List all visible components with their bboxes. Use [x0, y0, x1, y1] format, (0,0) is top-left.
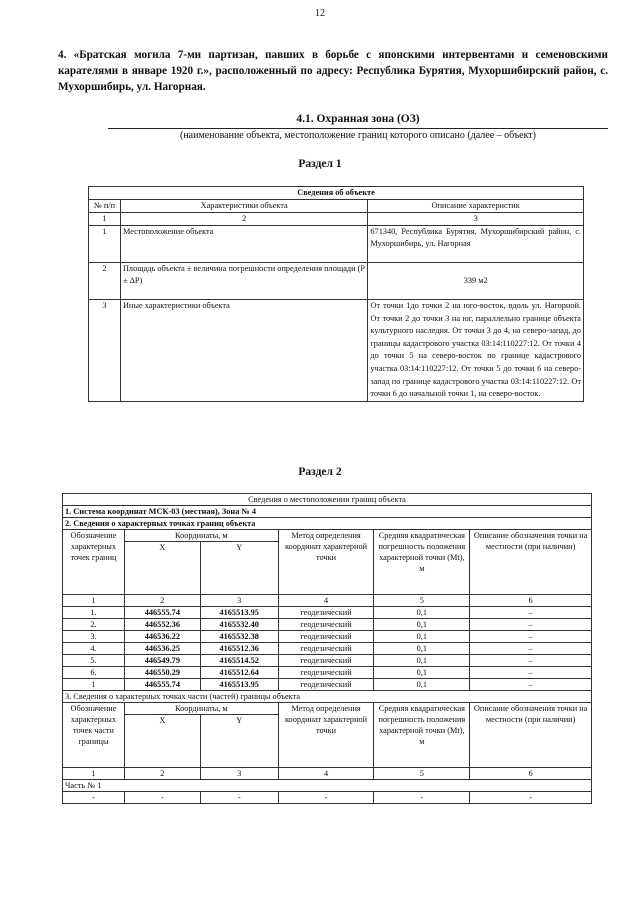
column-number: 3: [200, 595, 278, 607]
point-x: 446552.36: [124, 619, 200, 631]
column-number: 2: [124, 768, 200, 780]
point-method: геодезический: [278, 607, 374, 619]
column-number: 5: [374, 768, 470, 780]
column-number: 5: [374, 595, 470, 607]
header-characteristic: Характеристики объекта: [120, 200, 367, 213]
point-designation: 1: [63, 679, 125, 691]
column-number: 6: [470, 768, 592, 780]
part-cell-empty: -: [374, 792, 470, 804]
point-error: 0,1: [374, 655, 470, 667]
object-heading: 4. «Братская могила 7-ми партизан, павших в борьбе с японскими интервентами и семеновскими карателями в январе 1920 г.», расположенный по адресу: Республика Бурятия, Мухоршибирский район, с. Мухоршибирь, ул. Нагорная.: [58, 49, 608, 93]
header-description: Описание характеристик: [368, 200, 584, 213]
row-num: 3: [89, 300, 121, 402]
point-method: геодезический: [278, 619, 374, 631]
point-y: 4165532.40: [200, 619, 278, 631]
page-number: 12: [315, 8, 325, 19]
point-x: 446536.25: [124, 643, 200, 655]
table-row: [63, 643, 592, 655]
column-number: 4: [278, 595, 374, 607]
header-method: Метод определения координат характерной точки: [278, 530, 374, 595]
point-designation: 1.: [63, 607, 125, 619]
row-name: Иные характеристики объекта: [120, 300, 367, 402]
point-error: 0,1: [374, 607, 470, 619]
column-number: 1: [89, 213, 121, 226]
point-x: 446550.29: [124, 667, 200, 679]
point-description: –: [470, 631, 592, 643]
point-x: 446555.74: [124, 607, 200, 619]
header-point-description: Описание обозначения точки на местности (при наличии): [470, 530, 592, 595]
part-cell-empty: -: [124, 792, 200, 804]
point-y: 4165513.95: [200, 679, 278, 691]
point-description: –: [470, 667, 592, 679]
point-description: –: [470, 607, 592, 619]
parts-header-x: X: [124, 715, 200, 768]
row-num: 2: [89, 263, 121, 300]
point-y: 4165512.36: [200, 643, 278, 655]
row-value: От точки 1до точки 2 на юго-восток, вдоль ул. Нагорной. От точки 2 до точки 3 на юг, параллельно границе объекта культурного наследия. От точки 3 до 4, на северо-запад, до границы кадастрового участка 03:14:110227:12. От точки 4 до точки 5 на северо-восток по границе кадастрового участка 03:14:110227:12. От точки 5 до точки 6 на северо-запад по границе кадастрового участка 03:14:110227:12. От точки 6 до начальной точки 1, на северо-восток.: [368, 300, 584, 402]
point-error: 0,1: [374, 679, 470, 691]
column-number: 3: [368, 213, 584, 226]
point-y: 4165513.95: [200, 607, 278, 619]
parts-header-method: Метод определения координат характерной точки: [278, 703, 374, 768]
point-x: 446536.22: [124, 631, 200, 643]
table-row: [63, 607, 592, 619]
table-row: [63, 667, 592, 679]
point-error: 0,1: [374, 631, 470, 643]
table-row: [63, 619, 592, 631]
row-value: 339 м2: [368, 263, 584, 300]
point-method: геодезический: [278, 667, 374, 679]
point-method: геодезический: [278, 679, 374, 691]
section1-title: Раздел 1: [298, 158, 342, 170]
table-row: [89, 226, 584, 263]
column-number: 4: [278, 768, 374, 780]
column-number: 1: [63, 768, 125, 780]
header-num: № п/п: [89, 200, 121, 213]
point-error: 0,1: [374, 619, 470, 631]
point-designation: 5.: [63, 655, 125, 667]
column-number: 6: [470, 595, 592, 607]
header-error: Средняя квадратическая погрешность положения характерной точки (Mt), м: [374, 530, 470, 595]
row-name: Площадь объекта ± величина погрешности определения площади (P ± ΔP): [120, 263, 367, 300]
point-method: геодезический: [278, 631, 374, 643]
parts-header-y: Y: [200, 715, 278, 768]
zone-title: 4.1. Охранная зона (ОЗ): [296, 113, 420, 125]
parts-header-point-description: Описание обозначения точки на местности (при наличии): [470, 703, 592, 768]
part-label: Часть № 1: [63, 780, 592, 792]
object-info-table-title: Сведения об объекте: [89, 187, 584, 200]
row-name: Местоположение объекта: [120, 226, 367, 263]
part-cell-empty: -: [278, 792, 374, 804]
coordinate-system: 1. Система координат МСК-03 (местная), Зона № 4: [63, 506, 592, 518]
parts-header-error: Средняя квадратическая погрешность положения характерной точки (Mt), м: [374, 703, 470, 768]
table-row: [89, 263, 584, 300]
point-designation: 3.: [63, 631, 125, 643]
column-number: 1: [63, 595, 125, 607]
object-info-table: [88, 186, 584, 402]
table-row: [63, 679, 592, 691]
part-cell-empty: -: [200, 792, 278, 804]
row-num: 1: [89, 226, 121, 263]
parts-header-coordinates: Координаты, м: [124, 703, 278, 715]
point-designation: 4.: [63, 643, 125, 655]
point-description: –: [470, 655, 592, 667]
point-method: геодезический: [278, 655, 374, 667]
parts-header-designation: Обозначение характерных точек части границы: [63, 703, 125, 768]
table-row: [89, 300, 584, 402]
table-row: [63, 655, 592, 667]
header-y: Y: [200, 542, 278, 595]
header-designation: Обозначение характерных точек границ: [63, 530, 125, 595]
boundary-table-title: Сведения о местоположении границ объекта: [63, 494, 592, 506]
point-error: 0,1: [374, 667, 470, 679]
point-designation: 2.: [63, 619, 125, 631]
part-cell-empty: -: [63, 792, 125, 804]
header-coordinates: Координаты, м: [124, 530, 278, 542]
zone-subtitle: (наименование объекта, местоположение границ которого описано (далее – объект): [179, 130, 537, 141]
point-designation: 6.: [63, 667, 125, 679]
point-y: 4165532.38: [200, 631, 278, 643]
point-description: –: [470, 643, 592, 655]
point-description: –: [470, 619, 592, 631]
point-y: 4165512.64: [200, 667, 278, 679]
points-section-title: 2. Сведения о характерных точках границ объекта: [63, 518, 592, 530]
section2-title: Раздел 2: [298, 466, 342, 478]
zone-underline: [108, 128, 608, 129]
column-number: 3: [200, 768, 278, 780]
point-description: –: [470, 679, 592, 691]
column-number: 2: [124, 595, 200, 607]
header-x: X: [124, 542, 200, 595]
row-value: 671340, Республика Бурятия, Мухоршибирский район, с. Мухоршибирь, ул. Нагорная: [368, 226, 584, 263]
point-method: геодезический: [278, 643, 374, 655]
parts-section-title: 3. Сведения о характерных точках части (частей) границы объекта: [63, 691, 592, 703]
table-row: [63, 631, 592, 643]
point-x: 446555.74: [124, 679, 200, 691]
part-cell-empty: -: [470, 792, 592, 804]
point-x: 446549.79: [124, 655, 200, 667]
point-y: 4165514.52: [200, 655, 278, 667]
boundary-table: [62, 493, 592, 804]
column-number: 2: [120, 213, 367, 226]
point-error: 0,1: [374, 643, 470, 655]
table-row: [63, 792, 592, 804]
